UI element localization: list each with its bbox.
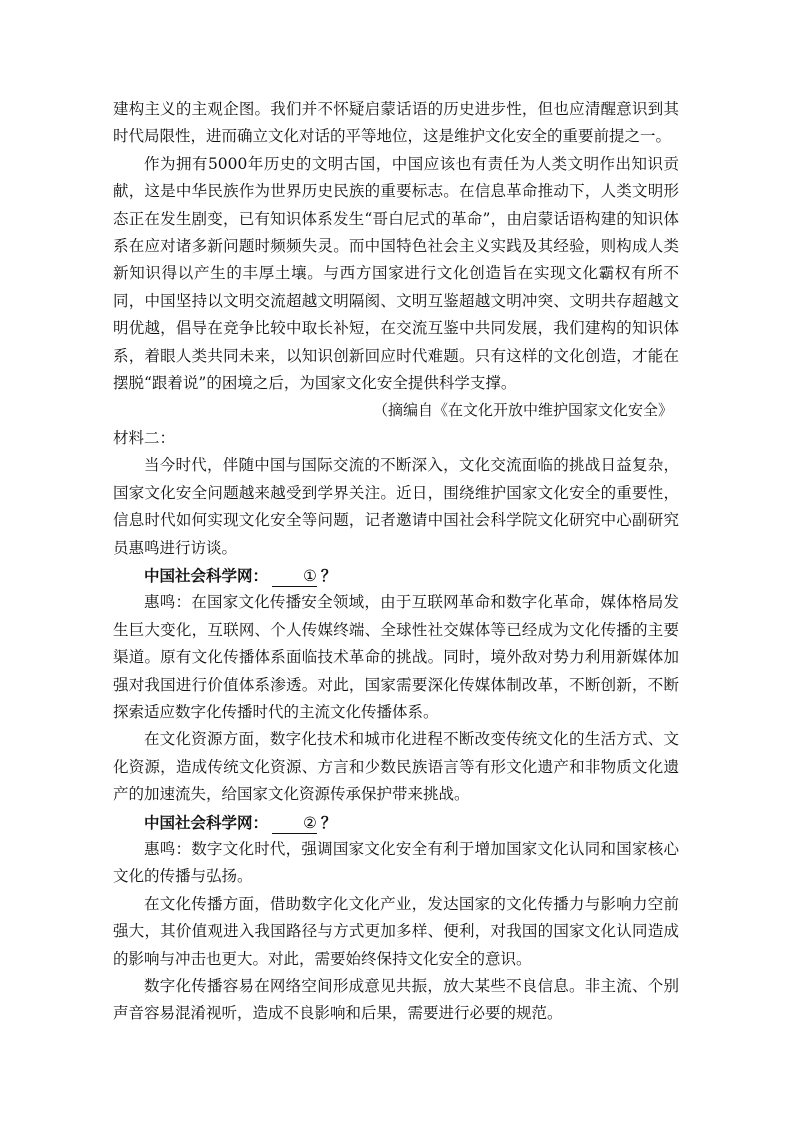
answer-2-paragraph-2: 在文化传播方面，借助数字化文化产业，发达国家的文化传播力与影响力空前强大，其价值观进入我国路径与方式更加多样、便利，对我国的国家文化认同造成的影响与冲击也更大。对此，需要始终保持文化安全的意识。 — [113, 894, 679, 968]
question-1-label: 中国社会科学网： — [144, 565, 269, 585]
question-2-mark: ？ — [320, 812, 337, 832]
answer-blank-2: ② — [272, 813, 317, 834]
question-2-label: 中国社会科学网： — [144, 812, 269, 832]
answer-1-paragraph-1: 惠鸣：在国家文化传播安全领域，由于互联网革命和数字化革命，媒体格局发生巨大变化，互联网、个人传媒终端、全球性社交媒体等已经成为文化传播的主要渠道。原有文化传播体系面临技术革命的挑战。同时，境外敌对势力利用新媒体加强对我国进行价值体系渗透。对此，国家需要深化传媒体制改革，不断创新，不断探索适应数字化传播时代的主流文化传播体系。 — [113, 593, 679, 721]
material-one-paragraph-1: 建构主义的主观企图。我们并不怀疑启蒙话语的历史进步性，但也应清醒意识到其时代局限性，进而确立文化对话的平等地位，这是维护文化安全的重要前提之一。 — [113, 100, 679, 146]
question-1-mark: ？ — [320, 565, 337, 585]
material-one-source: （摘编自《在文化开放中维护国家文化安全》 — [372, 401, 673, 420]
material-two-heading: 材料二： — [113, 428, 176, 447]
answer-2-paragraph-1: 惠鸣：数字文化时代，强调国家文化安全有利于增加国家文化认同和国家核心文化的传播与弘扬。 — [113, 839, 679, 886]
question-1 — [113, 562, 679, 589]
material-one-paragraph-2: 作为拥有5000年历史的文明古国，中国应该也有责任为人类文明作出知识贡献，这是中华民族作为世界历史民族的重要标志。在信息革命推动下，人类文明形态正在发生剧变，已有知识体系发生“哥白尼式的革命”，由启蒙话语构建的知识体系在应对诸多新问题时频频失灵。而中国特色社会主义实践及其经验，则构成人类新知识得以产生的丰厚土壤。与西方国家进行文化创造旨在实现文化霸权有所不同，中国坚持以文明交流超越文明隔阂、文明互鉴超越文明冲突、文明共存超越文明优越，倡导在竞争比较中取长补短，在交流互鉴中共同发展，我们建构的知识体系，着眼人类共同未来，以知识创新回应时代难题。只有这样的文化创造，才能在摆脱“跟着说”的困境之后，为国家文化安全提供科学支撑。 — [113, 154, 679, 393]
answer-2-paragraph-3: 数字化传播容易在网络空间形成意见共振，放大某些不良信息。非主流、个别声音容易混淆视听，造成不良影响和后果，需要进行必要的规范。 — [113, 977, 679, 1023]
question-2 — [113, 809, 679, 836]
answer-blank-1: ① — [272, 566, 317, 587]
answer-1-paragraph-2: 在文化资源方面，数字化技术和城市化进程不断改变传统文化的生活方式、文化资源，造成传统文化资源、方言和少数民族语言等有形文化遗产和非物质文化遗产的加速流失，给国家文化资源传承保护带来挑战。 — [113, 730, 679, 804]
material-two-intro: 当今时代，伴随中国与国际交流的不断深入，文化交流面临的挑战日益复杂，国家文化安全问题越来越受到学界关注。近日，围绕维护国家文化安全的重要性，信息时代如何实现文化安全等问题，记者邀请中国社会科学院文化研究中心副研究员惠鸣进行访谈。 — [113, 456, 679, 557]
document-page — [113, 96, 679, 1028]
